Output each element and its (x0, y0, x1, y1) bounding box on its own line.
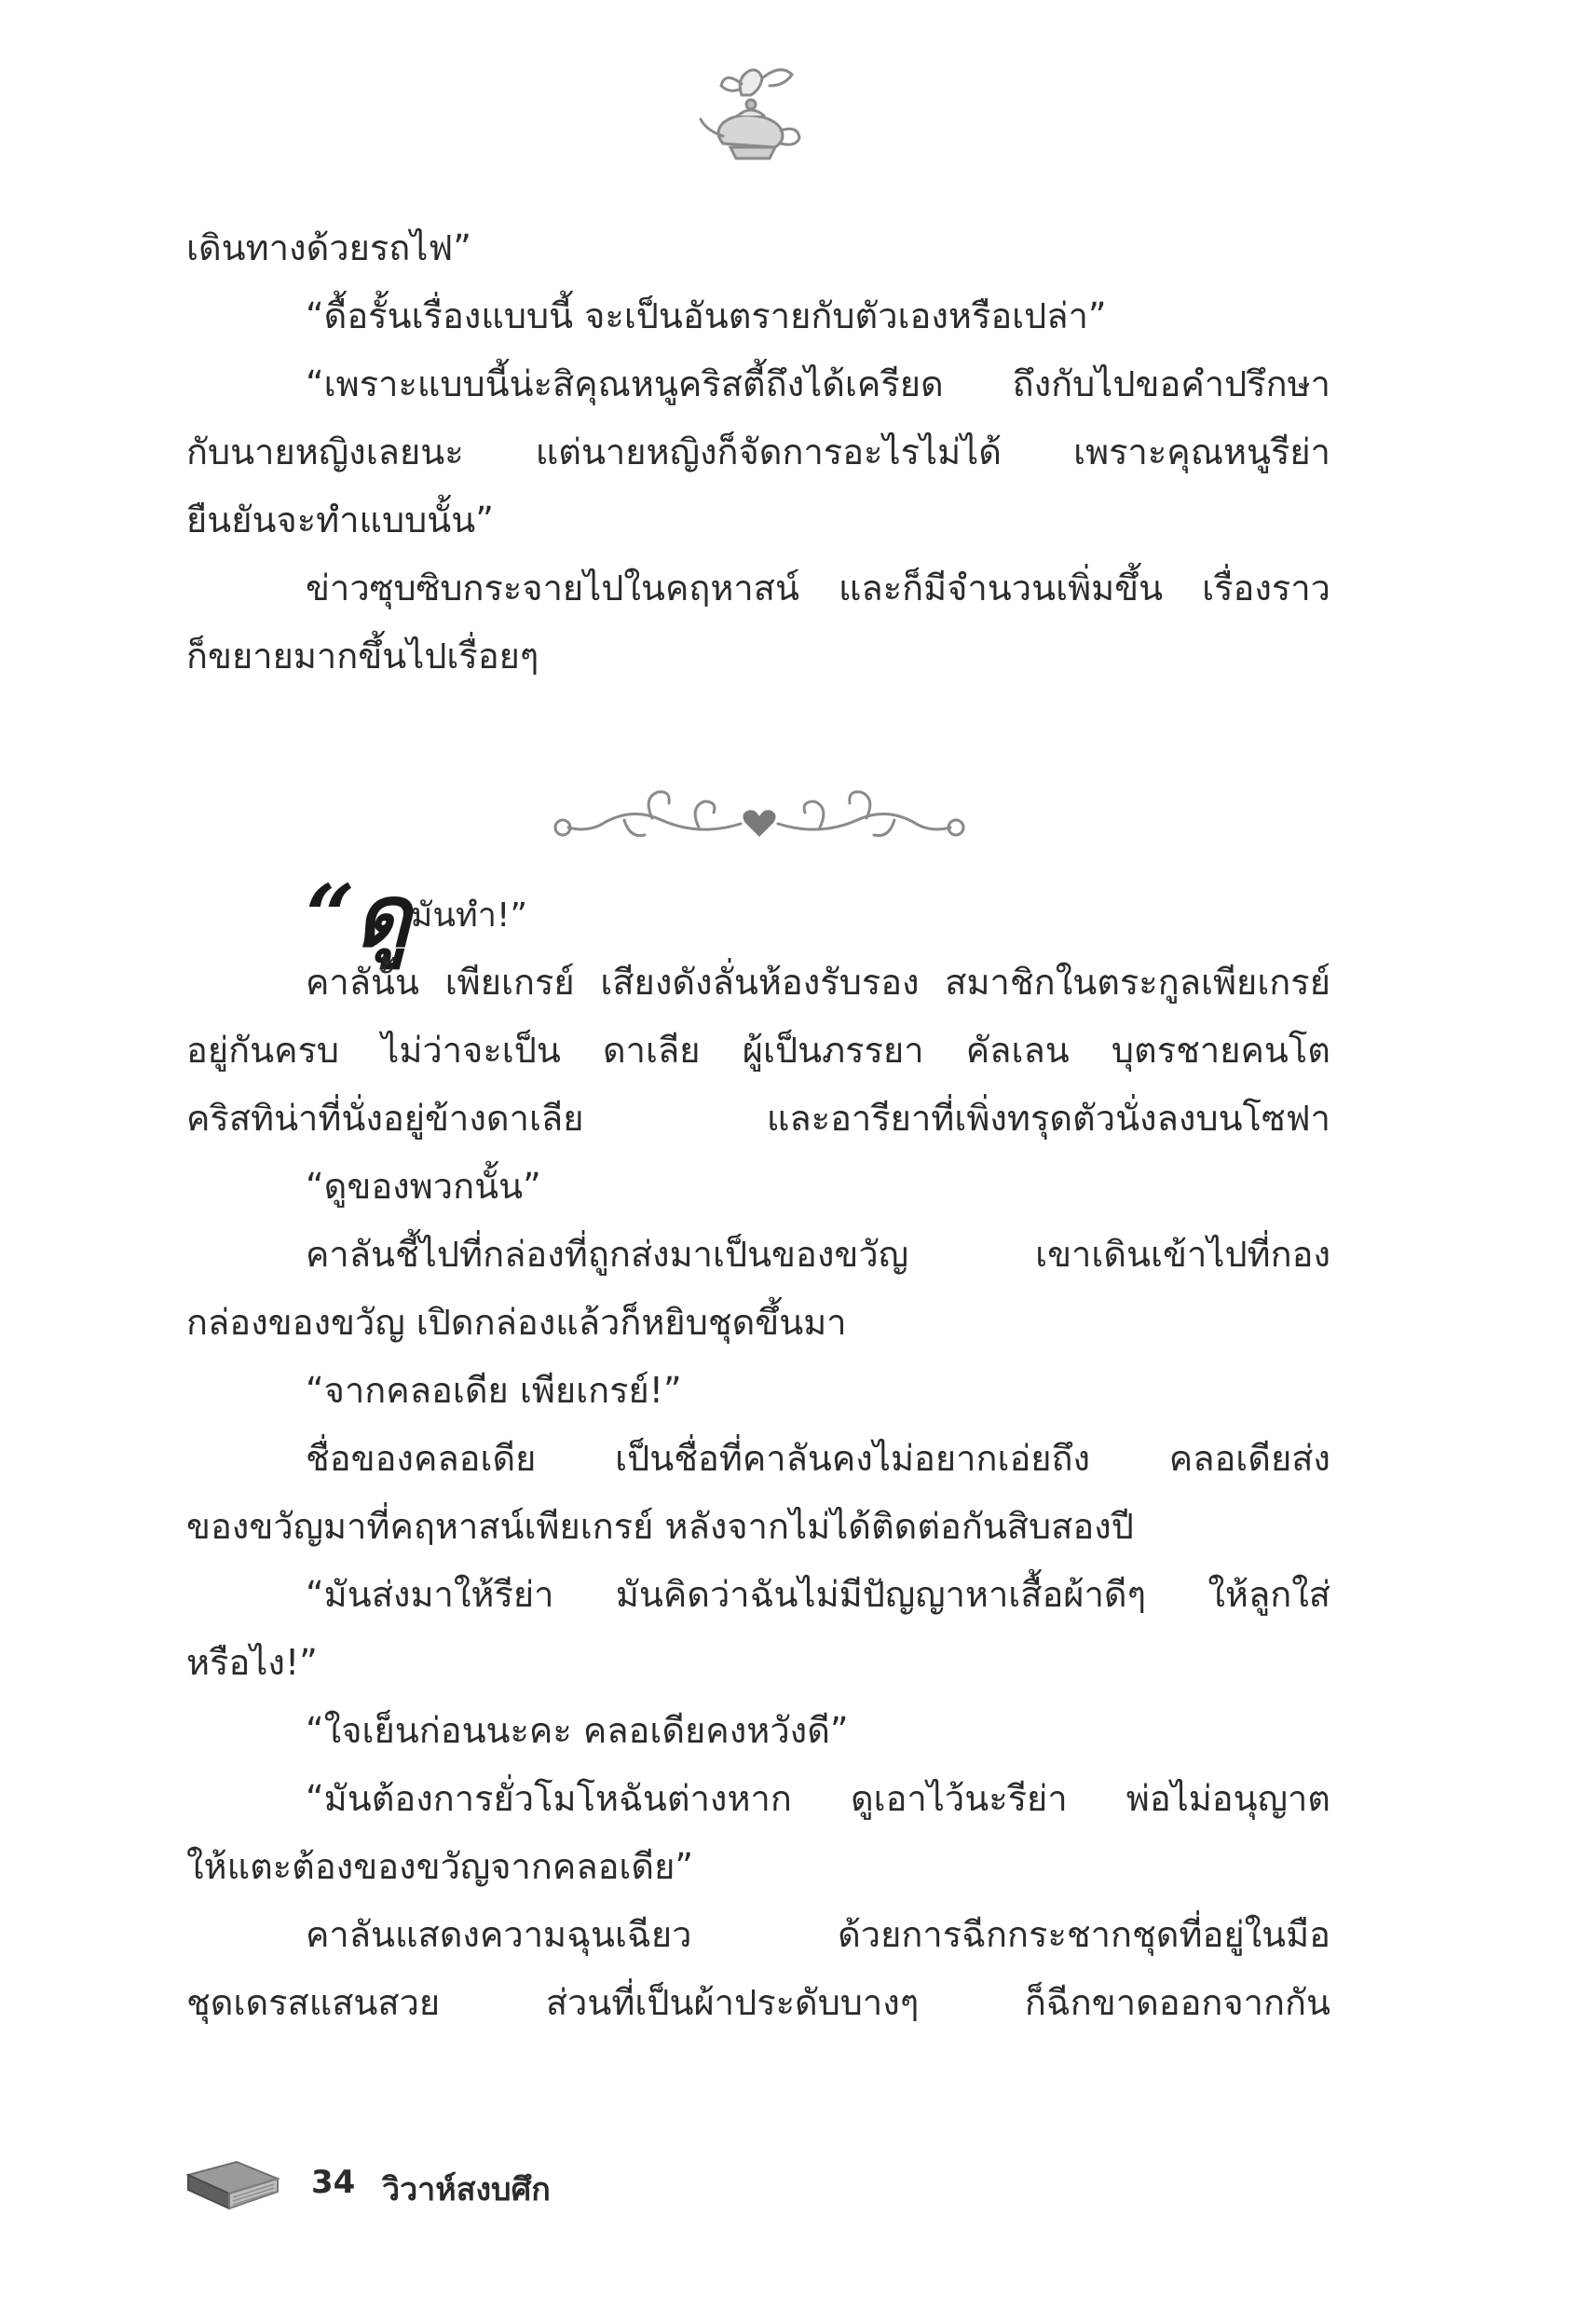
text-line: “เพราะแบบนี้น่ะสิคุณหนูคริสตี้ถึงได้เครียด ถึงกับไปขอคำปรึกษา (306, 363, 1330, 404)
text-line: คาลันั้น เพียเกรย์ เสียงดังลั่นห้องรับรอง สมาชิกในตระกูลเพียเกรย์ (306, 962, 1330, 1003)
text-line: หรือไง!” (186, 1642, 318, 1683)
book-title: วิวาห์สงบศึก (382, 2171, 551, 2208)
text-line: คริสทิน่าที่นั่งอยู่ข้างดาเลีย และอารียาที่เพิ่งทรุดตัวนั่งลงบนโซฟา (186, 1098, 1330, 1139)
text-line: ชุดเดรสแสนสวย ส่วนที่เป็นผ้าประดับบางๆ ก็ฉีกขาดออกจากกัน (186, 1982, 1330, 2023)
text-line: ของขวัญมาที่คฤหาสน์เพียเกรย์ หลังจากไม่ได้ติดต่อกันสิบสองปี (186, 1506, 1134, 1547)
text-block-2 (186, 949, 1330, 2037)
text-line: “จากคลอเดีย เพียเกรย์!” (306, 1370, 682, 1411)
dropcap-rest-text: มันทำ!” (410, 896, 528, 935)
heart-flourish-icon (540, 779, 978, 863)
text-block-1 (186, 214, 1330, 691)
text-line: “มันส่งมาให้รีย่า มันคิดว่าฉันไม่มีปัญญาหาเสื้อผ้าดีๆ ให้ลูกใส่ (306, 1574, 1330, 1615)
text-line: “มันต้องการยั่วโมโหฉันต่างหาก ดูเอาไว้นะรีย่า พ่อไม่อนุญาต (306, 1778, 1330, 1819)
dropcap-letter: “ดู (306, 866, 411, 966)
text-line: ก็ขยายมากขึ้นไปเรื่อยๆ (186, 636, 539, 677)
text-line: ให้แตะต้องของขวัญจากคลอเดีย” (186, 1846, 694, 1887)
page-number: 34 (311, 2164, 356, 2201)
text-line: ชื่อของคลอเดีย เป็นชื่อที่คาลันคงไม่อยากเอ่ยถึง คลอเดียส่ง (306, 1438, 1330, 1479)
text-line: ข่าวซุบซิบกระจายไปในคฤหาสน์ และก็มีจำนวนเพิ่มขึ้น เรื่องราว (306, 567, 1330, 609)
text-line: ยืนยันจะทำแบบนั้น” (186, 499, 494, 540)
text-line: กับนายหญิงเลยนะ แต่นายหญิงก็จัดการอะไรไม่ได้ เพราะคุณหนูรีย่า (186, 431, 1330, 472)
text-line: “ดูของพวกนั้น” (306, 1166, 541, 1207)
text-line: คาลันชี้ไปที่กล่องที่ถูกส่งมาเป็นของขวัญ เขาเดินเข้าไปที่กอง (306, 1234, 1330, 1275)
text-line: “ใจเย็นก่อนนะคะ คลอเดียคงหวังดี” (306, 1710, 849, 1751)
text-line: กล่องของขวัญ เปิดกล่องแล้วก็หยิบชุดขึ้นมา (186, 1302, 847, 1343)
dropcap-line (306, 866, 528, 966)
text-line: อยู่กันครบ ไม่ว่าจะเป็น ดาเลีย ผู้เป็นภรรยา คัลเลน บุตรชายคนโต (186, 1030, 1330, 1071)
teapot-cupid-icon (695, 58, 811, 175)
text-line: เดินทางด้วยรถไฟ” (186, 227, 471, 268)
text-line: “ดื้อรั้นเรื่องแบบนี้ จะเป็นอันตรายกับตัวเองหรือเปล่า” (306, 295, 1107, 336)
book-icon (183, 2158, 281, 2210)
text-line: คาลันแสดงความฉุนเฉียว ด้วยการฉีกกระชากชุดที่อยู่ในมือ (306, 1914, 1330, 1955)
